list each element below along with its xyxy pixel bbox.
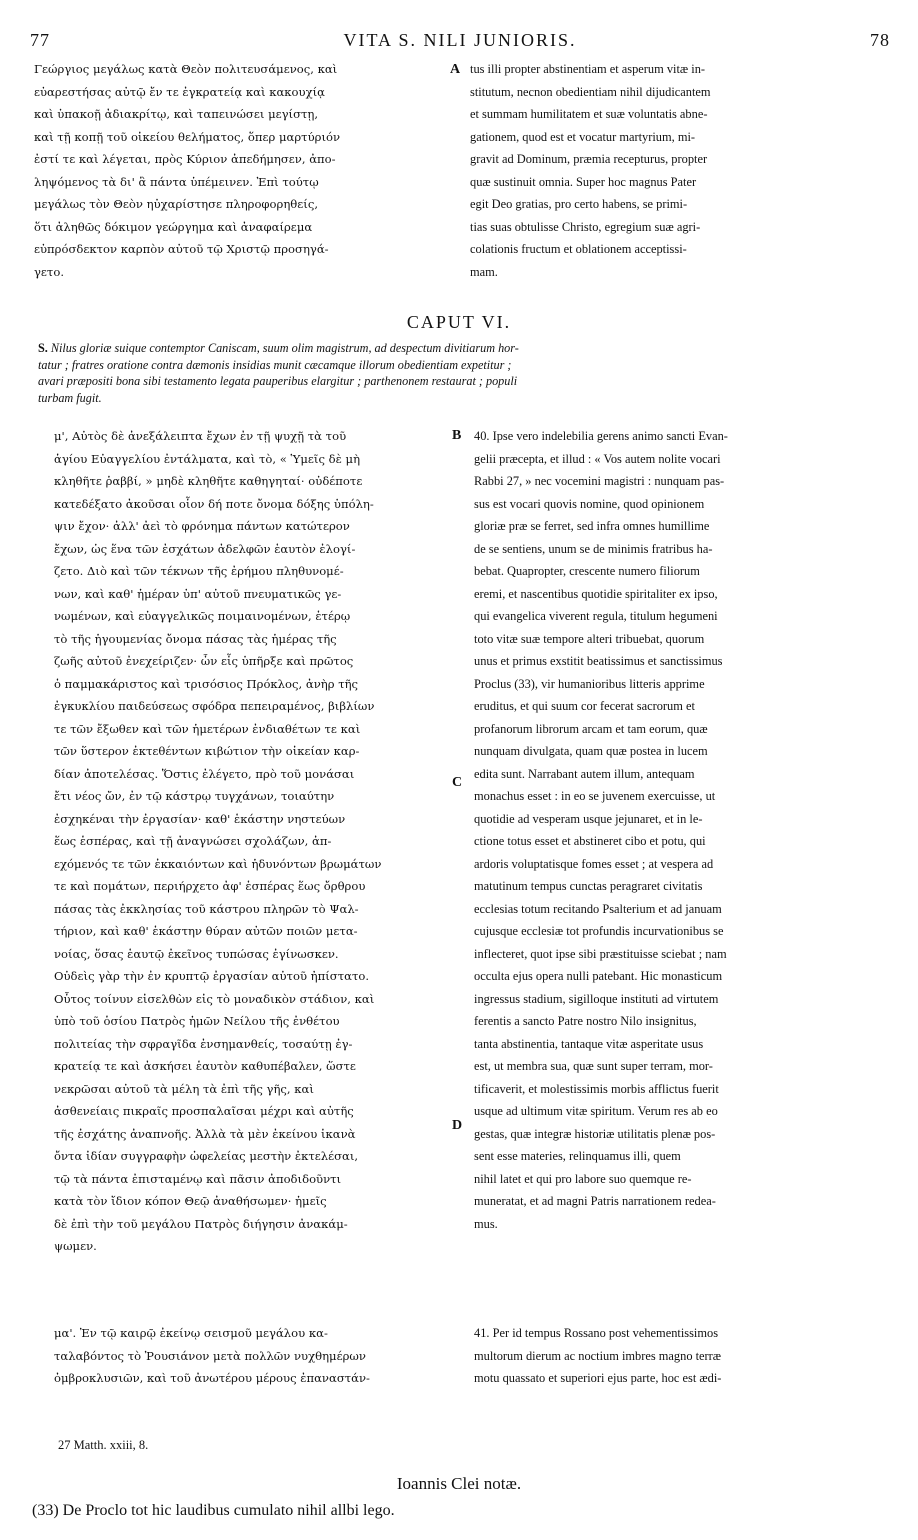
text-line: quotidie ad vesperam usque jejunaret, et in le- bbox=[474, 811, 703, 826]
text-line: κληθῆτε ῥαββί, » μηδὲ κληθῆτε καθηγηταί· οὐδέποτε bbox=[54, 474, 363, 488]
argument-line: turbam fugit. bbox=[38, 390, 102, 405]
text-line: κρατείᾳ τε καὶ ἀσκήσει ἑαυτὸν καθυπέβαλεν, ὥστε bbox=[54, 1059, 356, 1073]
text-line: unus et primus exstitit beatissimus et sanctissimus bbox=[474, 654, 723, 668]
text-line: τε καὶ πομάτων, περιήρχετο ἀφ' ἑσπέρας ἕως ὄρθρου bbox=[54, 879, 366, 893]
main-greek-column bbox=[54, 425, 446, 1258]
text-line: occulta ejus opera nulli patebant. Hic monasticum bbox=[474, 969, 723, 983]
text-line: muneratat, et ad magni Patris narrationem redea- bbox=[474, 1194, 716, 1208]
chapter-title: CAPUT VI. bbox=[406, 312, 512, 332]
text-line: δὲ ἐπὶ τὴν τοῦ μεγάλου Πατρὸς διήγησιν ἀνακάμ- bbox=[54, 1216, 348, 1231]
text-line: ὀμβροκλυσιῶν, καὶ τοῦ ἀνωτέρου μέρους ἐπαναστάν- bbox=[54, 1371, 370, 1385]
text-line: tias suas obtulisse Christo, egregium suæ agri- bbox=[470, 219, 701, 234]
text-line: nihil latet et qui pro labore suo quemque re- bbox=[474, 1171, 692, 1186]
text-line: καὶ τῇ κοπῇ τοῦ οἰκείου θελήματος, ὅπερ μαρτύριόν bbox=[34, 129, 341, 144]
argument-lead: S. bbox=[38, 341, 48, 355]
text-line: ecclesias totum recitando Psalterium et ad januam bbox=[474, 901, 722, 916]
text-line: ληψόμενος τὰ δι' ἃ πάντα ὑπέμεινεν. Ἐπὶ τούτῳ bbox=[34, 174, 319, 189]
text-line: edita sunt. Narrabant autem illum, antequam bbox=[474, 766, 695, 781]
text-line: τὸ τῆς ἡγουμενίας ὄνομα πάσας τὰς ἡμέρας τῆς bbox=[54, 631, 337, 646]
text-line: ἀσθενείαις πικραῖς προσπαλαῖσαι μέχρι καὶ αὐτῆς bbox=[54, 1104, 354, 1118]
text-line: tificaverit, et molestissimis morbis afflictus fuerit bbox=[474, 1081, 719, 1096]
text-line: κατὰ τὸν ἴδιον κόπον Θεῷ ἀναθήσωμεν· ἡμεῖς bbox=[54, 1194, 327, 1208]
text-line: nunquam divulgata, quam quæ postea in lucem bbox=[474, 744, 708, 758]
text-line: πάσας τὰς ἐκκλησίας τοῦ κάστρου πληρῶν τὸ Ψαλ- bbox=[54, 901, 359, 916]
latin-para-41 bbox=[474, 1322, 882, 1390]
text-line: ψωμεν. bbox=[54, 1239, 97, 1253]
footnote: 27 Matth. xxiii, 8. bbox=[58, 1438, 149, 1452]
margin-letter-d: D bbox=[452, 1118, 463, 1133]
text-line: sus est vocari quovis nomine, quod opinionem bbox=[474, 496, 705, 511]
text-line: δίαν ἀποτελέσας. Ὅστις ἐλέγετο, πρὸ τοῦ μονάσαι bbox=[54, 766, 355, 781]
page-header bbox=[30, 30, 890, 56]
greek-para-41 bbox=[54, 1322, 446, 1390]
text-line: ζωῆς αὐτοῦ ἐνεχείριζεν· ὧν εἷς ὑπῆρξε καὶ πρῶτος bbox=[54, 654, 354, 668]
text-line: ctione totus esset et abstineret cibo et potu, qui bbox=[474, 834, 706, 848]
text-line: gelii præcepta, et illud : « Vos autem nolite vocari bbox=[474, 451, 721, 466]
text-line: Rabbi 27, » nec vocemini magistri : nunquam pas- bbox=[474, 474, 725, 488]
text-line: sent esse materies, relinquamus illi, quem bbox=[474, 1149, 681, 1163]
text-line: motu quassato et superiori ejus parte, hoc est ædi- bbox=[474, 1371, 722, 1385]
top-greek-column bbox=[34, 58, 446, 283]
text-line: eremi, et nascentibus quotidie spiritaliter ex ipso, bbox=[474, 586, 718, 601]
text-line: est, ut membra sua, quæ sunt super terram, mor- bbox=[474, 1059, 713, 1073]
margin-letter-a: A bbox=[450, 62, 461, 77]
chapter-argument bbox=[38, 340, 880, 406]
text-line: καὶ ὑπακοῇ ἀδιακρίτῳ, καὶ ταπεινώσει μεγίστῃ, bbox=[34, 107, 319, 121]
text-line: multorum dierum ac noctium imbres magno terræ bbox=[474, 1348, 722, 1363]
text-line: γετο. bbox=[34, 264, 65, 279]
text-line: Γεώργιος μεγάλως κατὰ Θεὸν πολιτευσάμενος, καὶ bbox=[34, 62, 338, 76]
text-line: ardoris voluptatisque fomes esset ; at vespera ad bbox=[474, 856, 714, 871]
text-line: mus. bbox=[474, 1216, 498, 1231]
text-line: inflecteret, quot ipse sibi præstituisse sciebat ; nam bbox=[474, 946, 727, 961]
argument-text bbox=[38, 341, 519, 405]
page-number-right: 78 bbox=[870, 30, 890, 50]
text-line: πολιτείας τὴν σφραγῖδα ἐνσημανθείς, τοσαύτῃ ἐγ- bbox=[54, 1036, 353, 1051]
text-line: ὅτι ἀληθῶς δόκιμον γεώργημα καὶ ἀναφαίρεμα bbox=[34, 219, 313, 234]
text-line: 40. Ipse vero indelebilia gerens animo sancti Evan- bbox=[474, 429, 728, 443]
text-line: mam. bbox=[470, 264, 498, 279]
text-line: egit Deo gratias, pro certo habens, se primi- bbox=[470, 197, 688, 211]
text-line: ἔχων, ὡς ἕνα τῶν ἐσχάτων ἀδελφῶν ἑαυτὸν ἐλογί- bbox=[54, 541, 356, 556]
text-line: ἕως ἑσπέρας, καὶ τῇ ἀναγνώσει σχολάζων, ἀπ- bbox=[54, 834, 332, 848]
text-line: μεγάλως τὸν Θεὸν ηὐχαρίστησε πληροφορηθείς, bbox=[34, 197, 319, 211]
text-line: ἔτι νέος ὤν, ἐν τῷ κάστρῳ τυγχάνων, τοιαύτην bbox=[54, 789, 335, 803]
note-33: (33) De Proclo tot hic laudibus cumulato nihil allbi lego. bbox=[32, 1502, 395, 1519]
text-line: ἐστί τε καὶ λέγεται, πρὸς Κύριον ἀπεδήμησεν, ἀπο- bbox=[34, 152, 336, 166]
text-line: εὐαρεστήσας αὐτῷ ἔν τε ἐγκρατείᾳ καὶ κακουχίᾳ bbox=[34, 84, 325, 99]
text-line: ἐγκυκλίου παιδεύσεως σφόδρα πεπειραμένος, βιβλίων bbox=[54, 699, 375, 713]
text-line: Proclus (33), vir humanioribus litteris apprime bbox=[474, 676, 705, 691]
text-line: νεκρῶσαι αὐτοῦ τὰ μέλη τὰ ἐπὶ τῆς γῆς, καὶ bbox=[54, 1081, 314, 1096]
text-line: ψιν ἔχον· ἀλλ' ἀεὶ τὸ φρόνημα πάντων κατώτερον bbox=[54, 519, 350, 533]
text-line: toto vitæ suæ tempore alteri tribuebat, quorum bbox=[474, 631, 705, 646]
text-line: quæ sustinuit omnia. Super hoc magnus Pater bbox=[470, 174, 697, 189]
text-line: gloriæ præ se ferret, sed infra omnes humillime bbox=[474, 519, 710, 533]
text-line: ὄντα ἰδίαν συγγραφὴν ὠφελείας μεστὴν ἐκτελέσαι, bbox=[54, 1149, 359, 1163]
text-line: τε τῶν ἔξωθεν καὶ τῶν ἡμετέρων ἐνδιαθέτων τε καὶ bbox=[54, 721, 361, 736]
top-latin-column bbox=[470, 58, 882, 283]
text-line: ζετο. Διὸ καὶ τῶν τέκνων τῆς ἐρήμου πληθυνομέ- bbox=[54, 564, 344, 578]
text-line: gestas, quæ integræ historiæ utilitatis plenæ pos- bbox=[474, 1126, 716, 1141]
text-line: colationis fructum et oblationem acceptissi- bbox=[470, 242, 687, 256]
text-line: eruditus, et qui suum cor fecerat sacrorum et bbox=[474, 699, 695, 713]
text-line: ταλαβόντος τὸ Ῥουσιάνον μετὰ πολλῶν νυχθημέρων bbox=[54, 1348, 366, 1363]
text-line: bebat. Quapropter, crescente numero filiorum bbox=[474, 564, 700, 578]
text-line: de se sentiens, unum se de minimis fratribus ha- bbox=[474, 541, 713, 556]
text-line: νωμένων, καὶ εὐαγγελικῶς ποιμαινομένων, ἑτέρῳ bbox=[54, 609, 351, 623]
text-line: ὁ παμμακάριστος καὶ τρισόσιος Πρόκλος, ἀνὴρ τῆς bbox=[54, 676, 359, 691]
margin-letter-b: B bbox=[452, 428, 462, 443]
argument-line: avari præpositi bona sibi testamento legata pauperibus elargitur ; parthenonem restaurat ; populi bbox=[38, 374, 518, 388]
text-line: τήριον, καὶ καθ' ἑκάστην θύραν αὐτῶν ποιῶν μετα- bbox=[54, 924, 358, 938]
text-line: μα'. Ἐν τῷ καιρῷ ἐκείνῳ σεισμοῦ μεγάλου κα- bbox=[54, 1326, 328, 1340]
text-line: et summam humilitatem et suæ voluntatis abne- bbox=[470, 107, 708, 121]
text-line: usque ad ultimum vitæ spiritum. Verum res ab eo bbox=[474, 1104, 718, 1118]
text-line: matutinum tempus cunctas peragraret civitatis bbox=[474, 879, 703, 893]
text-line: μ', Αὐτὸς δὲ ἀνεξάλειπτα ἔχων ἐν τῇ ψυχῇ τὰ τοῦ bbox=[54, 429, 347, 443]
page-number-left: 77 bbox=[30, 30, 50, 50]
text-line: cujusque ecclesiæ tot profundis incurvationibus se bbox=[474, 924, 724, 938]
text-line: monachus esset : in eo se juvenem exercuisse, ut bbox=[474, 789, 716, 803]
text-line: tanta abstinentia, tantaque vitæ asperitate usus bbox=[474, 1036, 704, 1051]
text-line: 41. Per id tempus Rossano post vehementissimos bbox=[474, 1326, 719, 1340]
text-line: τῷ τὰ πάντα ἐπισταμένῳ καὶ πᾶσιν ἀποδιδοῦντι bbox=[54, 1171, 342, 1186]
text-line: Οὗτος τοίνυν εἰσελθὼν εἰς τὸ μοναδικὸν στάδιον, καὶ bbox=[54, 991, 375, 1006]
text-line: Οὐδεὶς γὰρ τὴν ἐν κρυπτῷ ἐργασίαν αὐτοῦ ἠπίστατο. bbox=[54, 969, 370, 983]
notes-title: Ioannis Clei notæ. bbox=[396, 1474, 522, 1493]
text-line: profanorum librorum arcam et tam eorum, quæ bbox=[474, 721, 708, 736]
text-line: ὑπὸ τοῦ ὁσίου Πατρὸς ἡμῶν Νείλου τῆς ἐνθέτου bbox=[54, 1014, 340, 1028]
text-line: qui evangelica viverent regula, titulum hegumeni bbox=[474, 609, 718, 623]
main-latin-column bbox=[474, 425, 882, 1235]
text-line: ferentis a sancto Patre nostro Nilo insignitus, bbox=[474, 1014, 697, 1028]
text-line: ἁγίου Εὐαγγελίου ἐντάλματα, καὶ τὸ, « Ὑμεῖς δὲ μὴ bbox=[54, 451, 361, 466]
text-line: νων, καὶ καθ' ἡμέραν ὑπ' αὐτοῦ πνευματικῶς γε- bbox=[54, 586, 342, 601]
text-line: ἐσχηκέναι τὴν ἐργασίαν· καθ' ἑκάστην νηστεύων bbox=[54, 811, 346, 826]
running-title: VITA S. NILI JUNIORIS. bbox=[343, 30, 577, 50]
text-line: gravit ad Dominum, præmia recepturus, propter bbox=[470, 152, 708, 166]
argument-line: Nilus gloriæ suique contemptor Caniscam, suum olim magistrum, ad despectum divitiarum hor- bbox=[50, 341, 519, 355]
text-line: εχόμενός τε τῶν ἐκκαιόντων καὶ ἡδυνόντων βρωμάτων bbox=[54, 856, 382, 871]
text-line: stitutum, necnon obedientiam nihil dijudicantem bbox=[470, 84, 711, 99]
margin-letter-c: C bbox=[452, 775, 463, 790]
text-line: τῆς ἐσχάτης ἀναπνοῆς. Ἀλλὰ τὰ μὲν ἐκείνου ἱκανὰ bbox=[54, 1126, 356, 1141]
text-line: νοίας, ὅσας ἑαυτῷ ἐκεῖνος τυπώσας ἐγίνωσκεν. bbox=[54, 946, 339, 961]
text-line: εὐπρόσδεκτον καρπὸν αὐτοῦ τῷ Χριστῷ προσηγά- bbox=[34, 242, 329, 256]
text-line: κατεδέξατο ἀκοῦσαι οἷον δή ποτε ὄνομα δόξης ὑπόλη- bbox=[54, 496, 374, 511]
argument-line: tatur ; fratres oratione contra dæmonis insidias munit cæcamque illorum obedientiam expetitur ; bbox=[38, 357, 512, 372]
text-line: gationem, quod est et vocatur martyrium, mi- bbox=[470, 129, 696, 144]
text-line: τῶν ὕστερον ἐκτεθέντων κιβώτιον τὴν οἰκείαν καρ- bbox=[54, 744, 360, 758]
text-line: tus illi propter abstinentiam et asperum vitæ in- bbox=[470, 62, 706, 76]
text-line: ingressus stadium, sigilloque instituti ad virtutem bbox=[474, 991, 719, 1006]
